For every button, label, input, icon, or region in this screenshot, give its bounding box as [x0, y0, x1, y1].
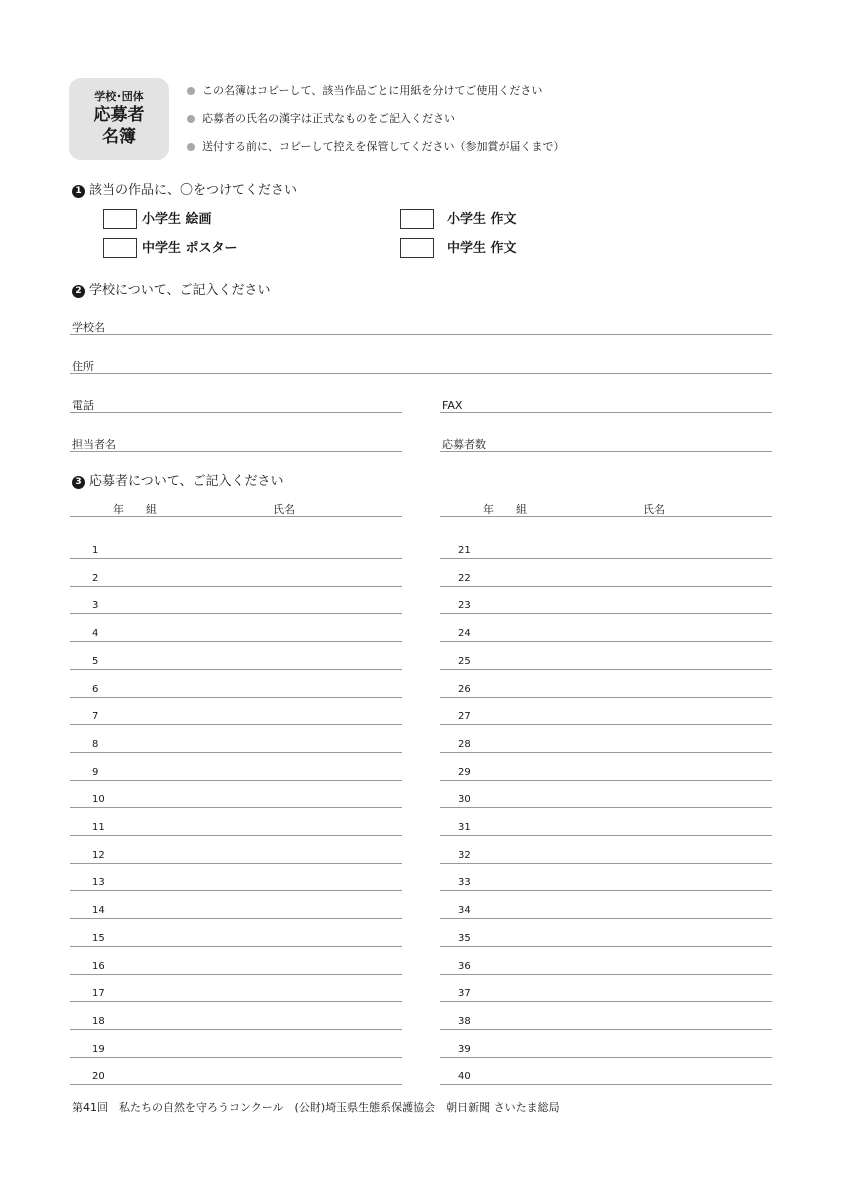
row-number: 33: [458, 877, 471, 888]
phone-label: 電話: [72, 399, 94, 412]
row-number: 37: [458, 988, 471, 999]
row-number: 27: [458, 711, 471, 722]
badge-subtitle: 学校･団体: [94, 90, 144, 103]
row-number: 12: [92, 850, 105, 861]
row-number: 11: [92, 822, 105, 833]
table-row[interactable]: [440, 613, 772, 614]
row-number: 23: [458, 600, 471, 611]
table-row[interactable]: [440, 1029, 772, 1030]
table-row[interactable]: [70, 613, 402, 614]
header-name: 氏名: [643, 503, 665, 516]
table-row[interactable]: [440, 752, 772, 753]
table-row[interactable]: [70, 1001, 402, 1002]
section-3-heading: [72, 474, 283, 490]
table-row[interactable]: [440, 641, 772, 642]
note-text: 送付する前に、コピーして控えを保管してください（参加賞が届くまで）: [202, 140, 565, 153]
table-row[interactable]: [70, 669, 402, 670]
row-number: 39: [458, 1044, 471, 1055]
table-row[interactable]: [440, 807, 772, 808]
note-item: [187, 84, 542, 98]
badge-title-line-2: 名簿: [102, 127, 136, 147]
header-year: 年: [483, 503, 494, 516]
table-row[interactable]: [70, 863, 402, 864]
row-number: 18: [92, 1016, 105, 1027]
row-number: 2: [92, 573, 99, 584]
table-row[interactable]: [70, 586, 402, 587]
checkbox-elementary-essay[interactable]: [400, 209, 434, 229]
table-row[interactable]: [440, 918, 772, 919]
address-label: 住所: [72, 360, 94, 373]
table-row[interactable]: [440, 697, 772, 698]
table-row[interactable]: [440, 974, 772, 975]
row-number: 40: [458, 1071, 471, 1082]
school-name-label: 学校名: [72, 321, 105, 334]
table-row[interactable]: [70, 1057, 402, 1058]
note-text: この名簿はコピーして、該当作品ごとに用紙を分けてご使用ください: [202, 84, 543, 97]
checkbox-junior-essay[interactable]: [400, 238, 434, 258]
row-number: 14: [92, 905, 105, 916]
row-number: 30: [458, 794, 471, 805]
header-class: 組: [146, 503, 157, 516]
option-label: 小学生 作文: [447, 212, 517, 227]
row-number: 25: [458, 656, 471, 667]
table-header-rule: [440, 516, 772, 517]
row-number: 32: [458, 850, 471, 861]
header-year: 年: [113, 503, 124, 516]
table-row[interactable]: [70, 558, 402, 559]
table-row[interactable]: [440, 586, 772, 587]
note-item: [187, 112, 455, 126]
table-row[interactable]: [70, 1029, 402, 1030]
table-row[interactable]: [70, 835, 402, 836]
bullet-icon: [187, 87, 195, 95]
bullet-icon: [187, 115, 195, 123]
table-row[interactable]: [440, 890, 772, 891]
table-row[interactable]: [70, 974, 402, 975]
row-number: 36: [458, 961, 471, 972]
row-number: 26: [458, 684, 471, 695]
checkbox-junior-poster[interactable]: [103, 238, 137, 258]
table-row[interactable]: [440, 835, 772, 836]
section-number-icon: 3: [72, 476, 85, 489]
badge-title-line-1: 応募者: [93, 105, 145, 125]
note-text: 応募者の氏名の漢字は正式なものをご記入ください: [202, 112, 455, 125]
table-row[interactable]: [70, 724, 402, 725]
row-number: 35: [458, 933, 471, 944]
row-number: 15: [92, 933, 105, 944]
row-number: 16: [92, 961, 105, 972]
row-number: 7: [92, 711, 99, 722]
row-number: 8: [92, 739, 99, 750]
address-field[interactable]: [70, 373, 772, 374]
row-number: 6: [92, 684, 99, 695]
footer: 第41回 私たちの自然を守ろうコンクール (公財)埼玉県生態系保護協会 朝日新聞 さいたま総局: [72, 1101, 560, 1114]
table-row[interactable]: [70, 890, 402, 891]
row-number: 34: [458, 905, 471, 916]
checkbox-elementary-drawing[interactable]: [103, 209, 137, 229]
table-row[interactable]: [440, 558, 772, 559]
option-label: 中学生 作文: [447, 241, 517, 256]
bullet-icon: [187, 143, 195, 151]
table-row[interactable]: [440, 863, 772, 864]
section-1-heading: [72, 183, 297, 199]
table-row[interactable]: [440, 1084, 772, 1085]
section-title: 応募者について、ご記入ください: [89, 474, 284, 489]
fax-label: FAX: [442, 399, 463, 412]
table-row[interactable]: [440, 1057, 772, 1058]
table-row[interactable]: [70, 780, 402, 781]
row-number: 5: [92, 656, 99, 667]
row-number: 3: [92, 600, 99, 611]
header-name: 氏名: [273, 503, 295, 516]
table-row[interactable]: [440, 1001, 772, 1002]
phone-field[interactable]: [70, 412, 402, 413]
row-number: 21: [458, 545, 471, 556]
table-row[interactable]: [70, 918, 402, 919]
section-2-heading: [72, 283, 270, 299]
row-number: 28: [458, 739, 471, 750]
row-number: 17: [92, 988, 105, 999]
row-number: 13: [92, 877, 105, 888]
table-row[interactable]: [70, 1084, 402, 1085]
fax-field[interactable]: [440, 412, 772, 413]
section-title: 学校について、ご記入ください: [89, 283, 271, 298]
option-label: 中学生 ポスター: [142, 241, 238, 256]
table-row[interactable]: [70, 946, 402, 947]
row-number: 29: [458, 767, 471, 778]
note-item: [187, 140, 565, 154]
option-label: 小学生 絵画: [142, 212, 212, 227]
form-title-badge: [69, 78, 169, 160]
section-title: 該当の作品に、〇をつけてください: [89, 183, 298, 198]
section-number-icon: 1: [72, 185, 85, 198]
row-number: 22: [458, 573, 471, 584]
header-class: 組: [516, 503, 527, 516]
row-number: 20: [92, 1071, 105, 1082]
school-name-field[interactable]: [70, 334, 772, 335]
row-number: 4: [92, 628, 99, 639]
table-row[interactable]: [440, 669, 772, 670]
row-number: 24: [458, 628, 471, 639]
applicant-count-field[interactable]: [440, 451, 772, 452]
applicant-count-label: 応募者数: [442, 438, 486, 451]
row-number: 38: [458, 1016, 471, 1027]
table-row[interactable]: [70, 641, 402, 642]
contact-person-field[interactable]: [70, 451, 402, 452]
row-number: 31: [458, 822, 471, 833]
table-row[interactable]: [440, 946, 772, 947]
table-row[interactable]: [70, 807, 402, 808]
table-row[interactable]: [440, 780, 772, 781]
row-number: 10: [92, 794, 105, 805]
table-row[interactable]: [70, 697, 402, 698]
section-number-icon: 2: [72, 285, 85, 298]
row-number: 19: [92, 1044, 105, 1055]
table-row[interactable]: [440, 724, 772, 725]
contact-person-label: 担当者名: [72, 438, 116, 451]
row-number: 9: [92, 767, 99, 778]
row-number: 1: [92, 545, 99, 556]
table-row[interactable]: [70, 752, 402, 753]
table-header-rule: [70, 516, 402, 517]
